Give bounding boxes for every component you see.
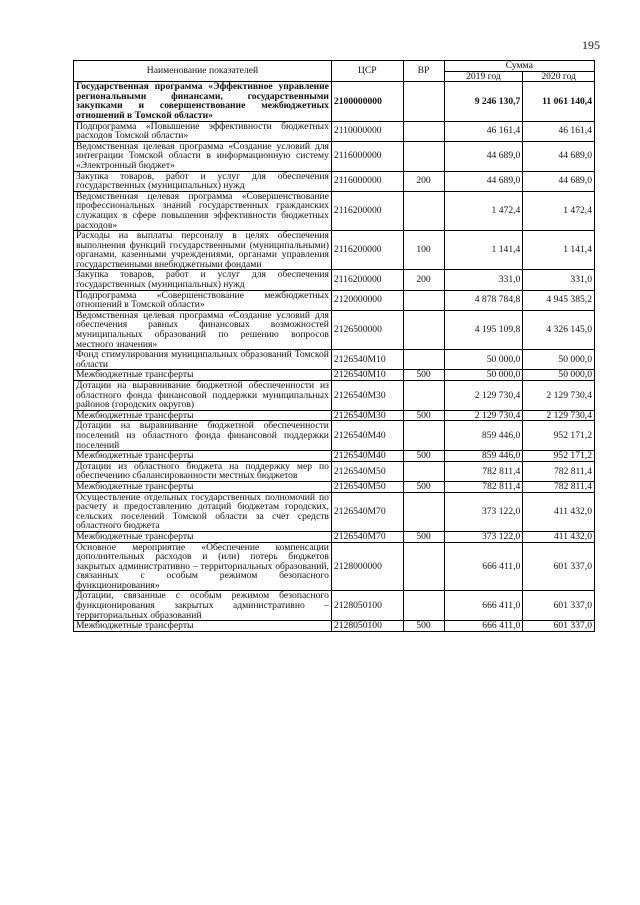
row-vr: 500 [403,451,444,462]
table-row [74,270,595,290]
table-row [74,591,595,621]
row-sum-2019: 4 878 784,8 [444,290,523,310]
row-vr: 500 [403,531,444,542]
header-year-2019: 2019 год [444,71,523,82]
table-row [74,191,595,230]
row-vr [403,310,444,349]
row-sum-2019: 44 689,0 [444,171,523,191]
row-name: Основное мероприятие «Обеспечение компенсации дополнительных расходов и (или) потерь бюджетов закрытых административно – территориальных образований, связанных с особым режимом безопасного функционирования» [74,542,332,591]
row-sum-2020: 11 061 140,4 [523,82,595,121]
table-row [74,531,595,542]
row-name: Осуществление отдельных государственных полномочий по расчету и предоставлению дотаций бюджетам городских, сельских поселений Томской области за счет средств областного бюджета [74,492,332,531]
row-code: 2128050100 [331,621,403,632]
row-code: 2126540М10 [331,350,403,370]
row-sum-2019: 9 246 130,7 [444,82,523,121]
row-sum-2019: 666 411,0 [444,591,523,621]
budget-table [73,60,595,632]
row-name: Ведомственная целевая программа «Создание условий для обеспечения равных финансовых возможностей муниципальных образований по решению вопросов местного значения» [74,310,332,349]
row-vr [403,461,444,481]
row-code: 2126540М40 [331,451,403,462]
row-name: Дотации на выравнивание бюджетной обеспеченности поселений из областного фонда финансовой поддержки поселений [74,421,332,451]
row-sum-2019: 1 141,4 [444,231,523,270]
table-header [74,61,595,82]
row-code: 2116200000 [331,191,403,230]
row-name: Межбюджетные трансферты [74,621,332,632]
row-code: 2126540М70 [331,531,403,542]
row-vr [403,350,444,370]
row-name: Подпрограмма «Повышение эффективности бюджетных расходов Томской области» [74,121,332,141]
row-name: Государственная программа «Эффективное управление региональными финансами, государственными закупками и совершенствование межбюджетных отношений в Томской области» [74,82,332,121]
row-vr [403,121,444,141]
table-row [74,231,595,270]
page-number: 195 [582,38,600,52]
row-name: Межбюджетные трансферты [74,370,332,381]
row-sum-2019: 1 472,4 [444,191,523,230]
row-code: 2116200000 [331,270,403,290]
table-row [74,350,595,370]
row-name: Закупка товаров, работ и услуг для обеспечения государственных (муниципальных) нужд [74,270,332,290]
row-name: Ведомственная целевая программа «Совершенствование профессиональных знаний государственных гражданских служащих в сфере повышения эффективности бюджетных расходов» [74,191,332,230]
row-sum-2019: 666 411,0 [444,621,523,632]
row-sum-2019: 373 122,0 [444,531,523,542]
row-code: 2126540М50 [331,461,403,481]
table-row [74,451,595,462]
row-code: 2120000000 [331,290,403,310]
row-name: Фонд стимулирования муниципальных образований Томской области [74,350,332,370]
table-row [74,141,595,171]
table-row [74,492,595,531]
table-row [74,171,595,191]
row-name: Межбюджетные трансферты [74,481,332,492]
row-sum-2020: 46 161,4 [523,121,595,141]
row-sum-2019: 44 689,0 [444,141,523,171]
row-vr [403,542,444,591]
row-name: Дотации из областного бюджета на поддержку мер по обеспечению сбалансированности местных бюджетов [74,461,332,481]
row-sum-2019: 50 000,0 [444,350,523,370]
header-vr: ВР [403,61,444,82]
row-vr [403,591,444,621]
row-sum-2020: 2 129 730,4 [523,410,595,421]
row-vr: 500 [403,481,444,492]
row-code: 2126540М30 [331,410,403,421]
row-name: Дотации, связанные с особым режимом безопасного функционирования закрытых административно – территориальных образований [74,591,332,621]
row-code: 2116200000 [331,231,403,270]
row-name: Закупка товаров, работ и услуг для обеспечения государственных (муниципальных) нужд [74,171,332,191]
row-sum-2019: 2 129 730,4 [444,410,523,421]
row-vr [403,290,444,310]
row-sum-2019: 666 411,0 [444,542,523,591]
row-sum-2020: 601 337,0 [523,591,595,621]
row-sum-2020: 4 945 385,2 [523,290,595,310]
row-sum-2019: 331,0 [444,270,523,290]
row-sum-2020: 4 326 145,0 [523,310,595,349]
row-name: Ведомственная целевая программа «Создание условий для интеграции Томской области в информационную систему «Электронный бюджет» [74,141,332,171]
table-row [74,410,595,421]
row-code: 2126540М30 [331,381,403,411]
row-sum-2020: 1 141,4 [523,231,595,270]
row-sum-2020: 411 432,0 [523,492,595,531]
row-sum-2020: 952 171,2 [523,421,595,451]
row-code: 2126540М70 [331,492,403,531]
row-sum-2019: 859 446,0 [444,421,523,451]
header-sum: Сумма [444,61,595,72]
table-row [74,481,595,492]
table-row [74,121,595,141]
row-name: Подпрограмма «Совершенствование межбюджетных отношений в Томской области» [74,290,332,310]
table-row [74,421,595,451]
row-vr [403,191,444,230]
row-sum-2020: 50 000,0 [523,350,595,370]
row-vr: 200 [403,270,444,290]
row-sum-2020: 782 811,4 [523,461,595,481]
table-row [74,82,595,121]
row-sum-2020: 601 337,0 [523,621,595,632]
row-name: Межбюджетные трансферты [74,451,332,462]
row-vr: 100 [403,231,444,270]
row-sum-2019: 2 129 730,4 [444,381,523,411]
table-row [74,370,595,381]
row-code: 2116000000 [331,171,403,191]
table-row [74,381,595,411]
row-code: 2100000000 [331,82,403,121]
row-sum-2020: 44 689,0 [523,171,595,191]
row-name: Межбюджетные трансферты [74,531,332,542]
row-sum-2020: 1 472,4 [523,191,595,230]
row-name: Межбюджетные трансферты [74,410,332,421]
table-row [74,542,595,591]
table-row [74,461,595,481]
row-sum-2020: 44 689,0 [523,141,595,171]
header-year-2020: 2020 год [523,71,595,82]
row-sum-2020: 601 337,0 [523,542,595,591]
row-vr: 500 [403,621,444,632]
row-sum-2020: 411 432,0 [523,531,595,542]
row-name: Расходы на выплаты персоналу в целях обеспечения выполнения функций государственными (муниципальными) органами, казенными учреждениями, органами управления государственными внебюджетными фондами [74,231,332,270]
row-vr [403,492,444,531]
table-row [74,621,595,632]
header-code: ЦСР [331,61,403,82]
row-sum-2020: 331,0 [523,270,595,290]
header-name: Наименование показателей [74,61,332,82]
row-sum-2020: 2 129 730,4 [523,381,595,411]
row-code: 2128000000 [331,542,403,591]
row-code: 2126540М50 [331,481,403,492]
row-sum-2019: 46 161,4 [444,121,523,141]
row-vr [403,141,444,171]
table-row [74,310,595,349]
row-vr [403,82,444,121]
row-code: 2126500000 [331,310,403,349]
row-sum-2020: 50 000,0 [523,370,595,381]
row-sum-2019: 373 122,0 [444,492,523,531]
row-name: Дотации на выравнивание бюджетной обеспеченности из областного фонда финансовой поддержки муниципальных районов (городских округов) [74,381,332,411]
row-vr [403,421,444,451]
row-sum-2019: 782 811,4 [444,461,523,481]
row-vr [403,381,444,411]
row-vr: 500 [403,370,444,381]
row-sum-2019: 782 811,4 [444,481,523,492]
row-code: 2126540М40 [331,421,403,451]
row-code: 2126540М10 [331,370,403,381]
row-vr: 200 [403,171,444,191]
row-code: 2116000000 [331,141,403,171]
table-body [74,82,595,632]
table-row [74,290,595,310]
row-sum-2020: 782 811,4 [523,481,595,492]
row-sum-2020: 952 171,2 [523,451,595,462]
row-vr: 500 [403,410,444,421]
row-sum-2019: 859 446,0 [444,451,523,462]
row-sum-2019: 50 000,0 [444,370,523,381]
row-code: 2110000000 [331,121,403,141]
row-code: 2128050100 [331,591,403,621]
row-sum-2019: 4 195 109,8 [444,310,523,349]
